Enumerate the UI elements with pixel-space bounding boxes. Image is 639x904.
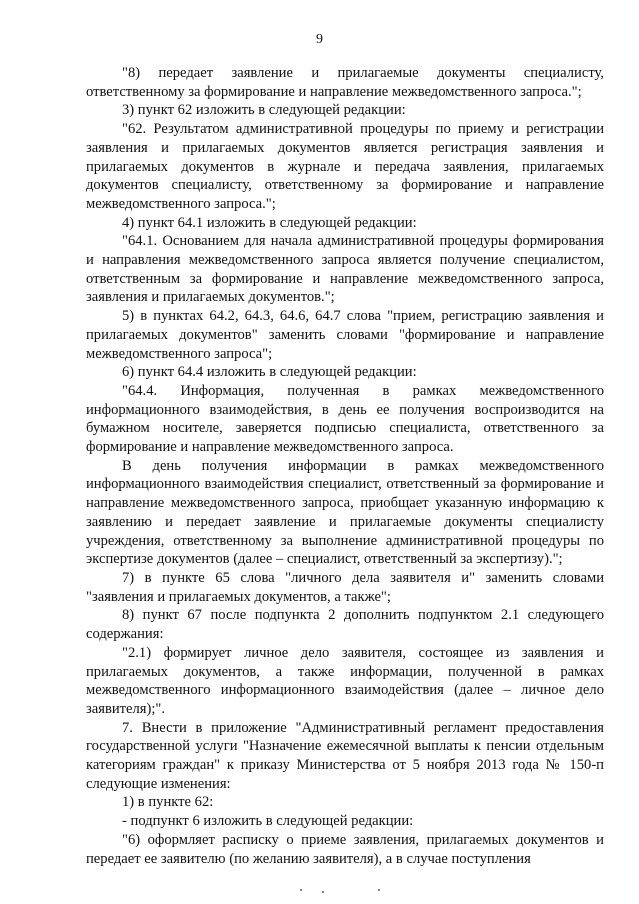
document-body [86,64,604,868]
paragraph: 7. Внести в приложение "Административный регламент предоставления государственной услуги "Назначение ежемесячной выплаты к пенсии отдельным категориям граждан" к приказу Министерства от 5 ноября 2013 года № 150-п следующие изменения: [86,719,604,792]
paragraph: 1) в пункте 62: [122,794,214,811]
scan-speck [378,889,380,891]
page-number: 9 [316,32,323,47]
paragraph: "62. Результатом административной процедуры по приему и регистрации заявления и прилагаемых документов является регистрация заявления и прилагаемых документов в журнале и передача заявления, прилагаемых документов специалисту, ответственному за формирование и направление межведомственного запроса."; [86,121,604,212]
paragraph: "64.4. Информация, полученная в рамках межведомственного информационного взаимодействия, в день ее получения воспроизводится на бумажном носителе, заверяется подписью специалиста, ответственного за формирование и направление межведомственного запроса. [86,382,604,456]
paragraph: 8) пункт 67 после подпункта 2 дополнить подпунктом 2.1 следующего содержания: [86,607,604,643]
paragraph: 3) пункт 62 изложить в следующей редакции: [122,102,406,119]
paragraph: - подпункт 6 изложить в следующей редакции: [122,813,414,830]
scan-speck [300,889,302,891]
paragraph: "8) передает заявление и прилагаемые документы специалисту, ответственному за формирование и направление межведомственного запроса."; [86,65,604,100]
paragraph: "6) оформляет расписку о приеме заявления, прилагаемых документов и передает ее заявителю (по желанию заявителя), а в случае поступления [86,831,604,867]
paragraph: 5) в пунктах 64.2, 64.3, 64.6, 64.7 слова "прием, регистрацию заявления и прилагаемых документов" заменить словами "формирование и направление межведомственного запроса"; [86,308,604,362]
paragraph: 7) в пункте 65 слова "личного дела заявителя и" заменить словами "заявления и прилагаемых документов, а также"; [86,569,604,605]
scan-speck [322,891,324,893]
paragraph: 4) пункт 64.1 изложить в следующей редакции: [122,214,417,231]
paragraph: 6) пункт 64.4 изложить в следующей редакции: [122,364,417,381]
paragraph: "2.1) формирует личное дело заявителя, состоящее из заявления и прилагаемых документов, а также информации, полученной в рамках межведомственного информационного взаимодействия (далее – личное дело заявителя);". [86,644,604,717]
paragraph: "64.1. Основанием для начала административной процедуры формирования и направления межведомственного запроса является получение специалистом, ответственным за формирование и направление межведомственного запроса, заявления и прилагаемых документов."; [86,233,604,306]
paragraph: В день получения информации в рамках межведомственного информационного взаимодействия специалист, ответственный за формирование и направление межведомственного запроса, приобщает указанную информацию к заявлению и передает заявление и прилагаемые документы специалисту учреждения, ответственному за выполнение административной процедуры по экспертизе документов (далее – специалист, ответственный за экспертизу)."; [86,457,604,568]
